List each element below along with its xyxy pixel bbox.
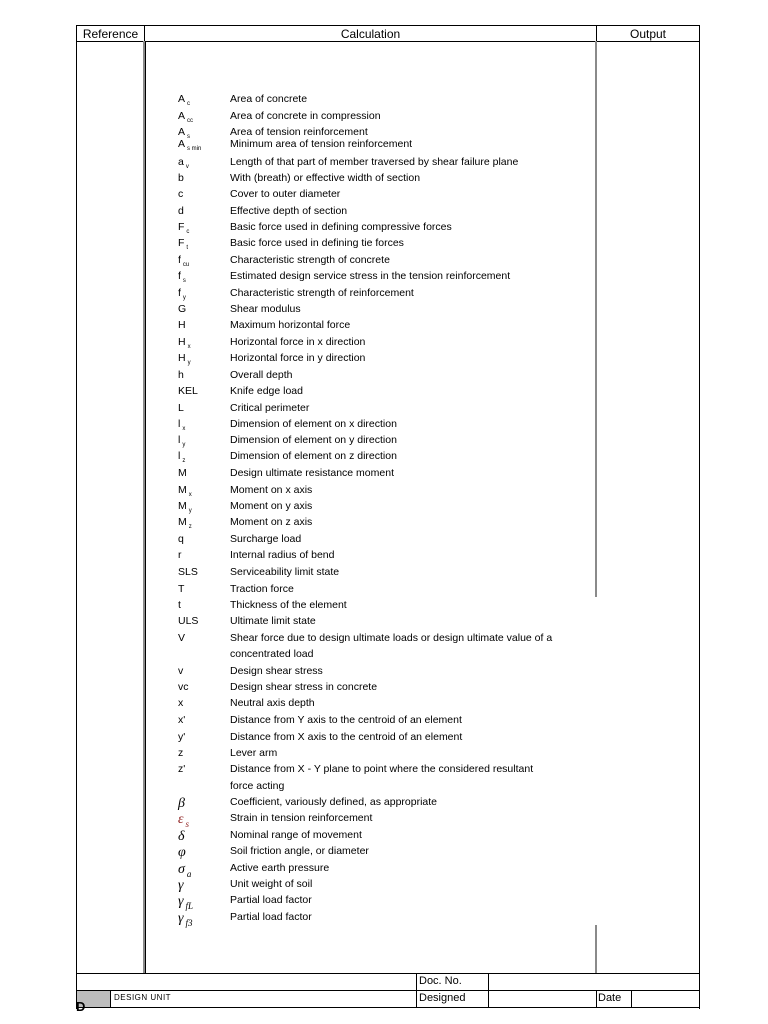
symbol-subscript: s xyxy=(187,134,191,140)
symbol-base: b xyxy=(178,172,184,184)
notation-symbol xyxy=(178,516,192,530)
symbol-subscript: fL xyxy=(185,901,194,911)
symbol-subscript: x xyxy=(187,344,191,350)
notation-symbol xyxy=(178,254,189,268)
symbol-base: V xyxy=(178,632,186,644)
symbol-base: A xyxy=(178,126,186,138)
notation-description: Unit weight of soil xyxy=(230,878,313,890)
notation-description: Design shear stress xyxy=(230,665,323,677)
footer-designed-value-divider xyxy=(488,973,489,1008)
symbol-base: F xyxy=(178,237,185,249)
footer-unit-divider xyxy=(110,990,111,1007)
symbol-base: γ xyxy=(178,894,184,909)
notation-symbol xyxy=(178,221,189,235)
footer-middle-rule xyxy=(76,990,700,991)
symbol-base: t xyxy=(178,599,181,611)
symbol-subscript: x xyxy=(182,426,186,432)
symbol-base: d xyxy=(178,205,184,217)
symbol-base: l xyxy=(178,418,181,430)
notation-description: Horizontal force in y direction xyxy=(230,352,366,364)
symbol-base: M xyxy=(178,467,187,479)
notation-symbol xyxy=(178,747,183,759)
symbol-base: r xyxy=(178,549,182,561)
notation-description: Area of tension reinforcement xyxy=(230,126,368,138)
footer-date-value-divider xyxy=(631,990,632,1007)
notation-symbol xyxy=(178,418,185,432)
notation-description: Overall depth xyxy=(230,369,293,381)
symbol-subscript: cc xyxy=(187,118,194,124)
header-calculation: Calculation xyxy=(144,25,597,42)
notation-symbol xyxy=(178,369,184,381)
symbol-subscript: y xyxy=(187,360,191,366)
notation-symbol xyxy=(178,205,184,217)
notation-description: Active earth pressure xyxy=(230,862,330,874)
notation-symbol xyxy=(178,894,193,911)
notation-description: Critical perimeter xyxy=(230,402,310,414)
notation-description: Soil friction angle, or diameter xyxy=(230,845,369,857)
notation-description: Partial load factor xyxy=(230,894,312,906)
notation-description: Dimension of element on x direction xyxy=(230,418,397,430)
notation-symbol xyxy=(178,156,189,170)
symbol-base: q xyxy=(178,533,184,545)
notation-symbol xyxy=(178,110,193,124)
notation-symbol xyxy=(178,533,184,545)
symbol-base: γ xyxy=(178,911,184,926)
notation-symbol xyxy=(178,549,182,561)
symbol-base: M xyxy=(178,484,187,496)
notation-description: Neutral axis depth xyxy=(230,697,315,709)
symbol-subscript: s xyxy=(182,278,186,284)
symbol-base: KEL xyxy=(178,385,198,397)
notation-description: Shear modulus xyxy=(230,303,301,315)
footer-date-divider xyxy=(596,990,597,1007)
symbol-base: H xyxy=(178,336,186,348)
symbol-subscript: y xyxy=(188,508,192,514)
notation-description: Length of that part of member traversed by shear failure plane xyxy=(230,156,519,168)
notation-description: Effective depth of section xyxy=(230,205,348,217)
notation-description: Ultimate limit state xyxy=(230,615,316,627)
notation-symbol xyxy=(178,138,201,152)
notation-symbol xyxy=(178,845,186,861)
symbol-base: z xyxy=(178,747,184,759)
notation-description: Basic force used in defining compressive forces xyxy=(230,221,452,233)
notation-symbol xyxy=(178,484,192,498)
notation-symbol xyxy=(178,566,198,578)
symbol-subscript: y xyxy=(182,295,186,301)
notation-description: Knife edge load xyxy=(230,385,303,397)
notation-symbol xyxy=(178,583,184,595)
notation-description: Design ultimate resistance moment xyxy=(230,467,394,479)
notation-symbol xyxy=(178,763,185,775)
footer-designed-label: Designed xyxy=(419,992,466,1004)
notation-description: Moment on y axis xyxy=(230,500,313,512)
notation-symbol xyxy=(178,796,185,812)
notation-description: Shear force due to design ultimate loads or design ultimate value of a xyxy=(230,632,553,644)
notation-description: Lever arm xyxy=(230,747,278,759)
notation-symbol xyxy=(178,352,191,366)
notation-symbol xyxy=(178,450,185,464)
notation-symbol xyxy=(178,237,188,251)
notation-description: Distance from X - Y plane to point where the considered resultant xyxy=(230,763,534,775)
footer-date-label: Date xyxy=(598,992,622,1004)
notation-description: Distance from Y axis to the centroid of an element xyxy=(230,714,462,726)
notation-description: Internal radius of bend xyxy=(230,549,335,561)
symbol-base: T xyxy=(178,583,185,595)
symbol-base: f xyxy=(178,254,181,266)
symbol-base: A xyxy=(178,138,186,150)
notation-description: Thickness of the element xyxy=(230,599,347,611)
symbol-base: σ xyxy=(178,862,185,877)
footer-designed-divider xyxy=(416,973,417,1008)
symbol-subscript: f3 xyxy=(185,918,193,928)
footer-doc-no-label: Doc. No. xyxy=(419,975,462,987)
frame-left-border xyxy=(76,41,77,1009)
symbol-subscript: v xyxy=(185,164,189,170)
notation-symbol xyxy=(178,697,183,709)
symbol-base: f xyxy=(178,287,181,299)
symbol-base: φ xyxy=(178,845,186,860)
notation-symbol xyxy=(178,878,184,894)
notation-description: force acting xyxy=(230,780,285,792)
symbol-base: L xyxy=(178,402,184,414)
header-output: Output xyxy=(596,25,700,42)
notation-symbol xyxy=(178,681,189,693)
notation-description: Partial load factor xyxy=(230,911,312,923)
symbol-base: x' xyxy=(178,714,186,726)
notation-description: Maximum horizontal force xyxy=(230,319,351,331)
symbol-base: c xyxy=(178,188,184,200)
notation-symbol xyxy=(178,665,183,677)
symbol-base: l xyxy=(178,450,181,462)
notation-description: Basic force used in defining tie forces xyxy=(230,237,404,249)
footer-bottom-rule xyxy=(76,1007,700,1008)
notation-description: Horizontal force in x direction xyxy=(230,336,366,348)
notation-symbol xyxy=(178,402,184,414)
symbol-base: ULS xyxy=(178,615,199,627)
notation-description: Coefficient, variously defined, as appropriate xyxy=(230,796,438,808)
notation-symbol xyxy=(178,500,192,514)
notation-description: Dimension of element on y direction xyxy=(230,434,397,446)
notation-symbol xyxy=(178,172,184,184)
notation-symbol xyxy=(178,731,185,743)
notation-symbol xyxy=(178,467,187,479)
symbol-base: H xyxy=(178,352,186,364)
notation-symbol xyxy=(178,287,186,301)
symbol-base: A xyxy=(178,93,186,105)
notation-description: Nominal range of movement xyxy=(230,829,362,841)
symbol-base: ε xyxy=(178,812,184,827)
notation-symbol xyxy=(178,336,191,350)
symbol-subscript: z xyxy=(182,458,186,464)
symbol-base: A xyxy=(178,110,186,122)
output-column-divider-lower xyxy=(595,925,597,973)
header-reference: Reference xyxy=(76,25,145,42)
symbol-base: M xyxy=(178,516,187,528)
symbol-base: H xyxy=(178,319,186,331)
notation-description: Distance from X axis to the centroid of an element xyxy=(230,731,463,743)
notation-symbol xyxy=(178,303,186,315)
symbol-base: F xyxy=(178,221,185,233)
notation-description: Cover to outer diameter xyxy=(230,188,341,200)
frame-right-border xyxy=(699,41,700,1009)
notation-description: Characteristic strength of reinforcement xyxy=(230,287,414,299)
symbol-subscript: s min xyxy=(187,146,202,152)
notation-description: Strain in tension reinforcement xyxy=(230,812,373,824)
notation-symbol xyxy=(178,615,198,627)
notation-symbol xyxy=(178,829,185,845)
symbol-base: l xyxy=(178,434,181,446)
symbol-base: γ xyxy=(178,878,184,893)
notation-description: Dimension of element on z direction xyxy=(230,450,397,462)
notation-description: Moment on x axis xyxy=(230,484,313,496)
symbol-subscript: x xyxy=(188,492,192,498)
notation-description: Serviceability limit state xyxy=(230,566,340,578)
symbol-subscript: z xyxy=(188,524,192,530)
notation-symbol xyxy=(178,385,198,397)
symbol-base: SLS xyxy=(178,566,198,578)
symbol-subscript: y xyxy=(182,442,186,448)
notation-description: With (breath) or effective width of section xyxy=(230,172,421,184)
symbol-subscript: c xyxy=(186,229,190,235)
notation-symbol xyxy=(178,911,193,928)
notation-description: concentrated load xyxy=(230,648,314,660)
symbol-subscript: t xyxy=(186,245,189,251)
symbol-base: vc xyxy=(178,681,189,693)
notation-description: Minimum area of tension reinforcement xyxy=(230,138,413,150)
notation-description: Traction force xyxy=(230,583,294,595)
notation-description: Characteristic strength of concrete xyxy=(230,254,390,266)
footer-design-unit: DESIGN UNIT xyxy=(114,993,172,1002)
notation-symbol xyxy=(178,714,185,726)
reference-column-inner-line xyxy=(145,41,146,973)
symbol-base: β xyxy=(178,796,185,811)
symbol-base: f xyxy=(178,270,181,282)
notation-description: Area of concrete in compression xyxy=(230,110,381,122)
symbol-base: a xyxy=(178,156,184,168)
symbol-base: x xyxy=(178,697,184,709)
output-column-divider-upper xyxy=(595,41,597,597)
notation-description: Surcharge load xyxy=(230,533,302,545)
footer-corner-glyph: D xyxy=(76,999,86,1014)
notation-symbol xyxy=(178,434,185,448)
symbol-subscript: cu xyxy=(182,262,190,268)
notation-symbol xyxy=(178,812,189,829)
notation-description: Design shear stress in concrete xyxy=(230,681,378,693)
notation-symbol xyxy=(178,93,190,107)
symbol-base: y' xyxy=(178,731,186,743)
symbol-subscript: c xyxy=(187,101,191,107)
symbol-subscript: a xyxy=(186,869,192,879)
notation-symbol xyxy=(178,319,186,331)
symbol-base: G xyxy=(178,303,187,315)
footer-top-rule xyxy=(76,973,700,974)
symbol-base: v xyxy=(178,665,184,677)
notation-symbol xyxy=(178,632,185,644)
symbol-base: z' xyxy=(178,763,186,775)
symbol-base: h xyxy=(178,369,184,381)
notation-symbol xyxy=(178,862,191,879)
symbol-subscript: s xyxy=(185,819,190,829)
notation-description: Estimated design service stress in the tension reinforcement xyxy=(230,270,511,282)
notation-description: Moment on z axis xyxy=(230,516,313,528)
notation-symbol xyxy=(178,270,186,284)
notation-description: Area of concrete xyxy=(230,93,308,105)
notation-symbol xyxy=(178,188,183,200)
symbol-base: δ xyxy=(178,829,185,844)
symbol-base: M xyxy=(178,500,187,512)
notation-symbol xyxy=(178,599,181,611)
